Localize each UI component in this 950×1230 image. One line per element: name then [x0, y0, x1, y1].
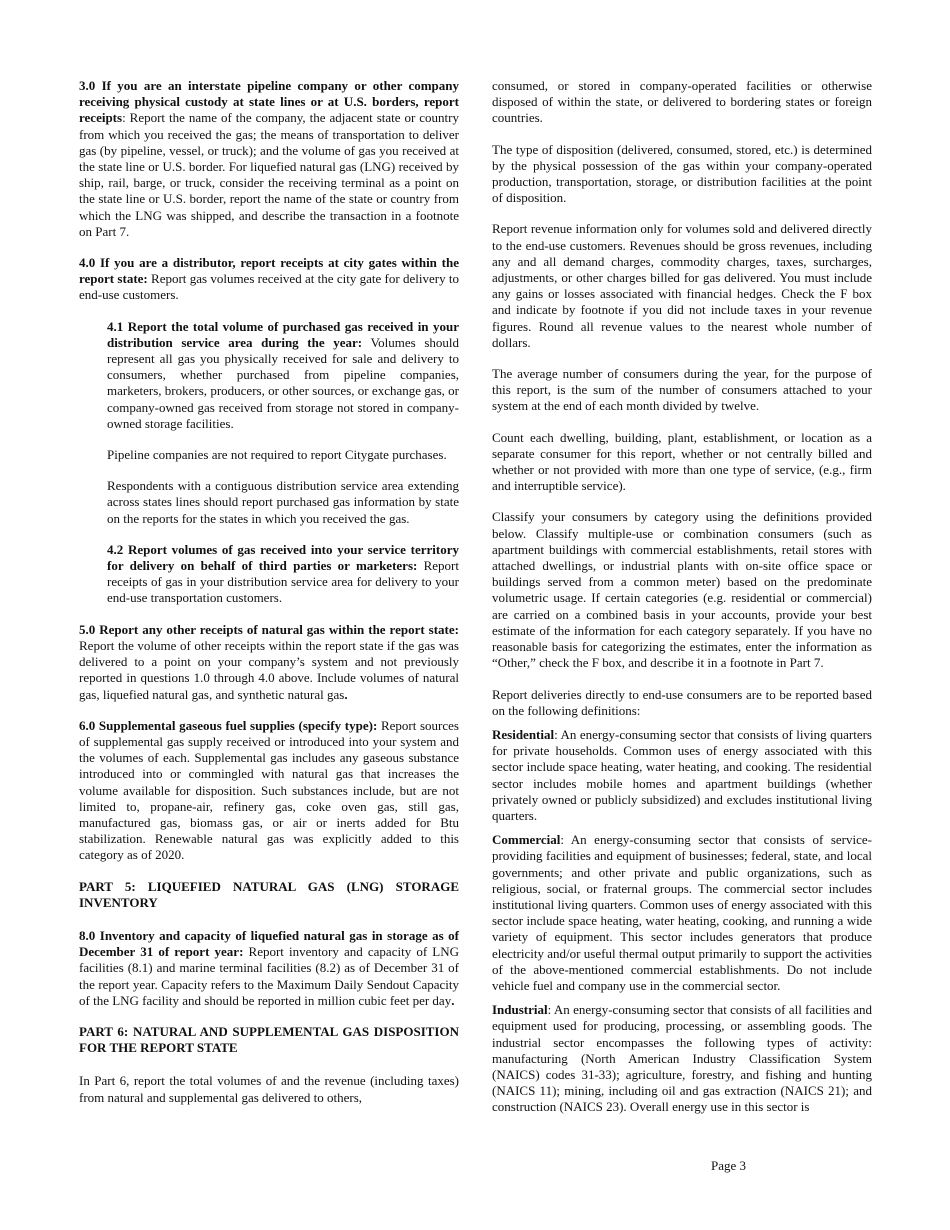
section-3-heading: 3.0 If you are an interstate pipeline company or other company receiving physical custody at state lines or at U.S. borders, report receipts — [79, 78, 459, 126]
revenue-paragraph: Report revenue information only for volumes sold and delivered directly to the end-use customers. Revenues should be gross revenues, including any and all demand charges, commodity charges, taxes, surcharges, adjustments, or other charges billed for gas delivered. You must include any gains or losses associated with financial hedges. Check the F box and indicate by footnote if you did not include taxes in your revenue figures. Round all revenue values to the nearest whole number of dollars. — [492, 221, 872, 350]
section-4-1-text: Volumes should represent all gas you physically received for sale and delivery to consumers, whether purchased from pipeline companies, marketers, brokers, producers, or other sources, or exchange gas, or company-owned gas received from storage not stored in company-owned storage facilities. — [107, 334, 460, 431]
disposition-type-paragraph: The type of disposition (delivered, consumed, stored, etc.) is determined by the physical possession of the gas within your company-operated production, transportation, storage, or distribution facilities at the point of disposition. — [492, 141, 872, 206]
count-consumers-paragraph: Count each dwelling, building, plant, establishment, or location as a separate consumer for this report, whether or not centrally billed and whether or not provided with more than one type of service, (e.g., firm and interruptible service). — [492, 429, 872, 494]
section-5-period: . — [344, 686, 348, 702]
classify-consumers-paragraph: Classify your consumers by category using the definitions provided below. Classify multiple-use or combination consumers (such as apartment buildings with commercial establishments, retail stores with attached dwellings, or industrial plants with on-site office space or buildings served from a common meter) based on the predominate volumetric usage. If certain categories (e.g. residential or commercial) are carried on a combined basis in your accounts, provide your best estimate of the information for each category separately. If you have no reasonable basis for categorizing the estimates, enter the information as “Other,” check the F box, and describe it in a footnote in Part 7. — [492, 509, 872, 671]
section-4-1-paragraph — [107, 319, 459, 432]
section-4-1-heading: 4.1 Report the total volume of purchased gas received in your distribution service area during the year: — [107, 318, 459, 350]
page-number: Page 3 — [711, 1158, 747, 1173]
section-5-heading: 5.0 Report any other receipts of natural gas within the report state: — [79, 621, 459, 637]
section-8-paragraph — [79, 928, 459, 1009]
section-4-paragraph — [79, 255, 459, 304]
section-8-heading: 8.0 Inventory and capacity of liquefied natural gas in storage as of December 31 of report year: — [79, 927, 459, 960]
part-6-intro: In Part 6, report the total volumes of and the revenue (including taxes) from natural and supplemental gas delivered to others, — [79, 1073, 459, 1105]
section-5-text: Report the volume of other receipts within the report state if the gas was delivered to a point on your company’s system and not previously reported in questions 1.0 through 4.0 above. Include volumes of natural gas, liquefied natural gas, and synthetic natural gas — [79, 637, 459, 702]
section-5-paragraph — [79, 622, 459, 703]
residential-term: Residential — [492, 726, 555, 742]
disposition-continuation: consumed, or stored in company-operated facilities or otherwise disposed of within the state, or delivered to bordering states or foreign countries. — [492, 78, 872, 126]
commercial-term: Commercial — [492, 832, 561, 848]
section-3-paragraph — [79, 78, 459, 240]
industrial-text: : An energy-consuming sector that consists of all facilities and equipment used for producing, processing, or assembling goods. The industrial sector encompasses the following types of activity: manufacturing (North American Industry Classification System (NAICS) codes 31-33); agriculture, forestry, and fishing and hunting (NAICS 11); mining, including oil and gas extraction (NAICS 21); and construction (NAICS 23). Overall energy use in this sector is — [492, 1002, 872, 1115]
section-8-text: Report inventory and capacity of LNG facilities (8.1) and marine terminal facilities (8.2) as of December 31 of the report year. Capacity refers to the Maximum Daily Sendout Capacity of the LNG facility and should be reported in million cubic feet per day — [79, 944, 459, 1008]
section-4-2-heading: 4.2 Report volumes of gas received into your service territory for delivery on behalf of third parties or marketers: — [107, 541, 459, 574]
average-consumers-paragraph: The average number of consumers during the year, for the purpose of this report, is the sum of the number of consumers attached to your system at the end of each month divided by twelve. — [492, 366, 872, 414]
commercial-text: : An energy-consuming sector that consists of service-providing facilities and equipment of businesses; federal, state, and local governments; and other private and public organizations, such as religious, social, or fraternal groups. The commercial sector includes institutional living quarters. Common uses of energy associated with this sector include space heating, water heating, cooking, and running a wide variety of equipment. This sector includes generators that produce electricity and/or useful thermal output primarily to support the activities of the above-mentioned commercial establishments. Do not include vehicle fuel and company use in the commercial sector. — [492, 832, 872, 993]
commercial-definition — [492, 832, 872, 994]
left-column — [79, 78, 459, 1121]
section-8-period: . — [451, 992, 455, 1008]
section-6-heading: 6.0 Supplemental gaseous fuel supplies (specify type): — [79, 717, 378, 733]
part-6-heading: PART 6: NATURAL AND SUPPLEMENTAL GAS DISPOSITION FOR THE REPORT STATE — [79, 1023, 459, 1056]
industrial-definition — [492, 1002, 872, 1115]
section-4-text: Report gas volumes received at the city gate for delivery to end-use customers. — [79, 271, 460, 303]
definitions-intro: Report deliveries directly to end-use consumers are to be reported based on the following definitions: — [492, 686, 872, 718]
section-3-text: : Report the name of the company, the adjacent state or country from which you received the gas; the means of transportation to deliver gas (by pipeline, vessel, or truck); and the volume of gas you received at the state line or U.S. border. For liquefied natural gas (LNG) received by ship, rail, barge, or truck, consider the receiving terminal as a point on the state line or U.S. border, report the name of the state or country from which the LNG was shipped, and describe the transaction in a footnote on Part 7. — [79, 110, 459, 239]
industrial-term: Industrial — [492, 1002, 548, 1018]
citygate-note: Pipeline companies are not required to report Citygate purchases. — [107, 447, 447, 463]
section-4-heading: 4.0 If you are a distributor, report receipts at city gates within the report state: — [79, 255, 459, 287]
section-4-2-paragraph — [107, 542, 459, 607]
part-5-heading: PART 5: LIQUEFIED NATURAL GAS (LNG) STORAGE INVENTORY — [79, 878, 459, 910]
section-6-text: Report sources of supplemental gas supply received or introduced into your system and the volumes of each. Supplemental gas includes any gaseous substance introduced into or commingled with natural gas that increases the volume available for disposition. Such substances include, but are not limited to, propane-air, refinery gas, coke oven gas, still gas, manufactured gas, biomass gas, or air or inerts added for Btu stabilization. Renewable natural gas was explicitly added to this category as of 2020. — [79, 717, 459, 863]
residential-definition — [492, 727, 872, 824]
section-6-paragraph — [79, 718, 459, 864]
section-4-2-text: Report receipts of gas in your distribution service area for delivery to your end-use transportation customers. — [107, 558, 459, 606]
contiguous-service-area-note: Respondents with a contiguous distribution service area extending across states lines should report purchased gas information by state on the reports for the states in which you received the gas. — [107, 478, 459, 526]
right-column — [492, 78, 872, 1124]
residential-text: : An energy-consuming sector that consists of living quarters for private households. Common uses of energy associated with this sector include space heating, water heating, and cooking. The residential sector includes mobile homes and apartment buildings (whether privately owned or publicly subsidized) and excludes institutional living quarters. — [492, 726, 872, 823]
